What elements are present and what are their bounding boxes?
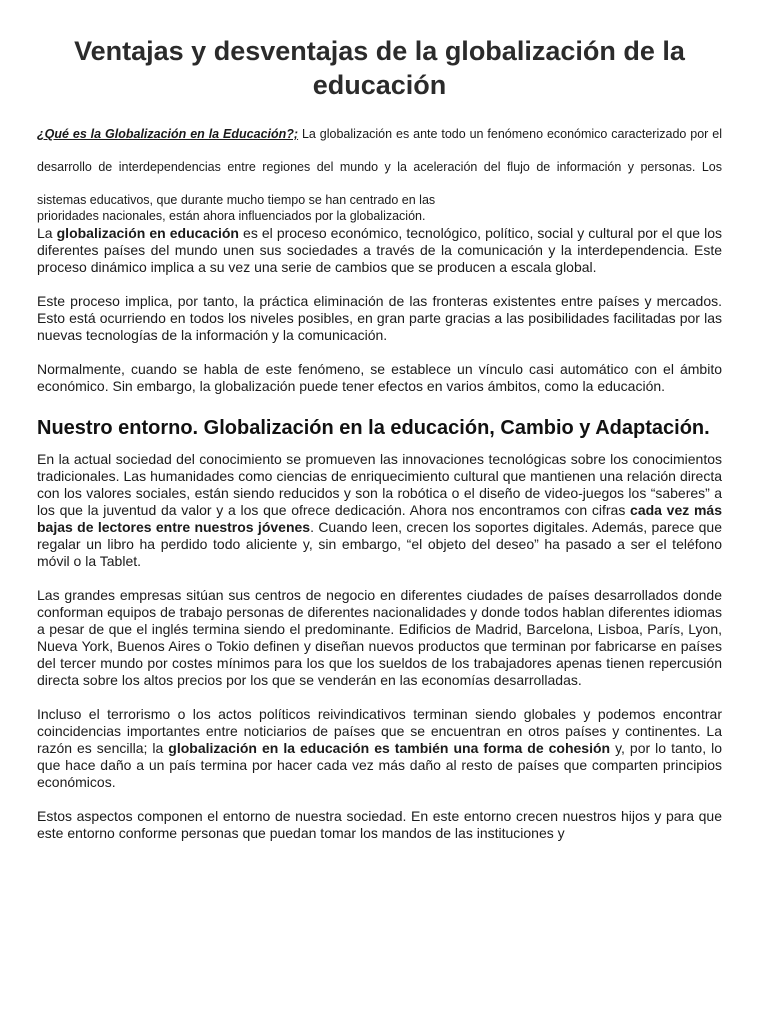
paragraph-text: En la actual sociedad del conocimiento se promueven las innovaciones tecnológicas sobre los conocimientos tradicionales. Las humanidades como ciencias de enriquecimiento cultural que mantienen una relación directa con los valores sociales, están siendo reducidos y son la robótica o el diseño de video-juegos los “saberes” a los que la juventud da valor y a los que ofrece dedicación. Ahora nos encontramos con cifras	[37, 451, 722, 518]
intro-paragraph	[37, 118, 722, 217]
intro-lead-question: ¿Qué es la Globalización en la Educación?;	[37, 127, 299, 141]
section-heading: Nuestro entorno. Globalización en la educación, Cambio y Adaptación.	[37, 417, 710, 439]
paragraph-definition	[37, 225, 722, 276]
paragraph-text: . Cuando leen, crecen los soportes digitales. Además, parece que regalar un libro ha perdido todo aliciente y, sin embargo, “el objeto del deseo” ha pasado a ser el teléfono móvil o la Tablet.	[37, 519, 723, 569]
intro-text: La globalización es ante todo un fenómeno económico caracterizado por el desarrollo de interdependencias entre regiones del mundo y la aceleración del flujo de información y personas. Los sistemas educativos, que durante mucho tiempo se han centrado en las	[37, 127, 722, 207]
bold-term: cada vez más bajas de lectores entre nuestros jóvenes	[37, 502, 722, 535]
paragraph-knowledge-society	[37, 451, 722, 570]
intro-last-line: prioridades nacionales, están ahora influenciados por la globalización.	[37, 209, 426, 223]
document-title: Ventajas y desventajas de la globalización de la educación	[74, 36, 685, 100]
paragraph-text: La	[37, 225, 57, 241]
paragraph-borders: Este proceso implica, por tanto, la práctica eliminación de las fronteras existentes entre países y mercados. Esto está ocurriendo en todos los niveles posibles, en gran parte gracias a las posibilidades facilitadas por las nuevas tecnologías de la información y la comunicación.	[37, 293, 722, 343]
paragraph-companies: Las grandes empresas sitúan sus centros de negocio en diferentes ciudades de países desarrollados donde conforman equipos de trabajo personas de diferentes nacionalidades y donde todos hablan diferentes idiomas a pesar de que el inglés termina siendo el predominante. Edificios de Madrid, Barcelona, Lisboa, París, Lyon, Nueva York, Buenos Aires o Tokio definen y diseñan nuevos productos que terminan por fabricarse en países del tercer mundo por costes mínimos para los que los sueldos de los trabajadores apenas tienen repercusión directa sobre los altos precios por los que se venderán en las economías desarrolladas.	[37, 587, 722, 688]
paragraph-economic: Normalmente, cuando se habla de este fenómeno, se establece un vínculo casi automático con el ámbito económico. Sin embargo, la globalización puede tener efectos en varios ámbitos, como la educación.	[37, 361, 722, 394]
paragraph-terrorism	[37, 706, 722, 791]
bold-term: globalización en la educación es también una forma de cohesión	[168, 740, 611, 756]
paragraph-text: es el proceso económico, tecnológico, político, social y cultural por el que los diferentes países del mundo unen sus sociedades a través de la comunicación y la interdependencia. Este proceso dinámico implica a su vez una serie de cambios que se producen a escala global.	[37, 225, 722, 275]
paragraph-text: Incluso el terrorismo o los actos políticos reivindicativos terminan siendo globales y podemos encontrar coincidencias importantes entre noticiarios de países que se encuentran en otros países y continentes. La razón es sencilla; la	[37, 706, 722, 756]
paragraph-environment: Estos aspectos componen el entorno de nuestra sociedad. En este entorno crecen nuestros hijos y para que este entorno conforme personas que puedan tomar los mandos de las instituciones y	[37, 808, 722, 841]
paragraph-text: y, por lo tanto, lo que hace daño a un país termina por hacer cada vez más daño al resto de países que comparten principios económicos.	[37, 740, 722, 790]
bold-term: globalización en educación	[56, 225, 239, 241]
